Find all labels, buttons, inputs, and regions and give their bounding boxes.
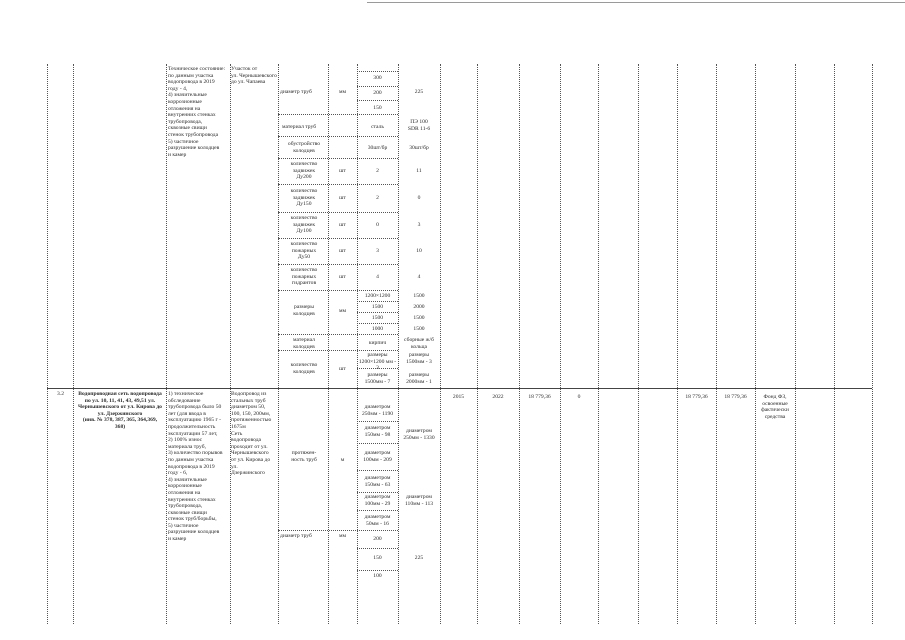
pipe-name: диаметр труб: [280, 533, 312, 539]
object-name: Водопроводная сеть водопровода по ул. 10, 11, 41, 43, 49,51 ул. Чернышевского от ул. Кирова до ул. Дзержинского (инв. № 378, 387, 365, 364,369, 368): [78, 391, 162, 430]
grid-line: [357, 301, 398, 302]
cost-value: 18 779,36: [528, 394, 551, 400]
length-value: диаметром 100мм - 209: [363, 450, 392, 463]
grid-line: [357, 312, 398, 313]
param-unit: шт: [339, 195, 346, 201]
grid-line: [477, 64, 478, 624]
pipe-unit: мм: [338, 533, 347, 539]
grid-line: [357, 443, 398, 444]
grid-line: [357, 100, 398, 101]
param-new-value: 2000: [413, 304, 425, 310]
grid-line: [357, 548, 398, 549]
param-value: 2: [376, 195, 379, 201]
param-value: кирпич: [368, 340, 387, 346]
grid-line: [357, 510, 398, 511]
grid-line: [278, 264, 398, 265]
grid-line: [716, 64, 717, 624]
param-unit: мм: [338, 89, 347, 95]
param-new-value: 225: [414, 89, 424, 95]
length-unit: м: [340, 457, 345, 463]
section1-location: Участок от ул. Чернышевского до ул. Чапаева: [231, 66, 277, 86]
pipe-value: 150: [373, 555, 382, 561]
grid-line: [73, 64, 74, 624]
grid-line: [278, 334, 398, 335]
grid-line: [834, 64, 835, 624]
year-start: 2015: [452, 394, 465, 400]
length-name: протяжен- ность труб: [291, 450, 317, 463]
length-value: диаметром 150мм - 63: [364, 475, 391, 488]
row-number: 3.2: [57, 391, 64, 397]
grid-line: [357, 570, 398, 571]
param-name: количество колодцев: [290, 362, 318, 375]
grid-line: [278, 530, 398, 531]
param-new-value: 10: [416, 248, 422, 254]
param-value: 1000: [371, 326, 384, 332]
param-new-value: 1500: [413, 326, 425, 332]
grid-line: [795, 64, 796, 624]
param-new-value: 3: [417, 222, 421, 228]
grid-line: [638, 64, 639, 624]
grid-line: [278, 158, 398, 159]
grid-line: [278, 212, 398, 213]
length-value: диаметром 250мм - 1190: [361, 404, 394, 417]
note: Фонд ФЗ, освоенные фактически средства: [761, 394, 789, 420]
grid-line: [278, 238, 398, 239]
param-name: размеры колодцев: [293, 304, 315, 317]
pipe-new-value: 225: [414, 555, 424, 561]
param-value: размеры 1200×1200 мм - 3: [358, 352, 397, 372]
param-value: 1500: [371, 315, 384, 321]
grid-line: [47, 64, 48, 624]
param-new-value: 11: [416, 168, 422, 174]
param-value: 30шт/бр: [367, 145, 388, 151]
param-new-value: 1500: [413, 315, 425, 321]
section2-location: Водопровод из стальных труб диаметром 50, 100, 150, 200мм, протяженностью 1675м Сеть водопровода проходит от ул. Чернышевского от ул. Кирова до ул. Дзержинского: [231, 391, 272, 477]
param-value: сталь: [371, 124, 384, 130]
param-name: количество задвижек Ду150: [290, 188, 318, 208]
grid-line: [357, 323, 398, 324]
param-value: 2: [376, 168, 379, 174]
grid-line: [328, 64, 329, 624]
param-name: количество задвижек Ду200: [290, 161, 318, 181]
grid-line: [278, 114, 398, 115]
length-new-value: диаметром 250мм - 1330: [403, 428, 435, 441]
param-value: размеры 1500мм - 7: [364, 372, 391, 385]
param-new-value: 4: [417, 274, 421, 280]
length-value: диаметром 150мм - 98: [364, 425, 391, 438]
param-new-value: 0: [417, 195, 421, 201]
grid-line: [440, 64, 441, 624]
param-new-value: ПЭ 100 SDR 11-6: [407, 119, 431, 132]
grid-line: [357, 86, 398, 87]
param-new-value: 30шт/бр: [409, 145, 429, 151]
param-name: материал труб: [282, 124, 317, 130]
param-unit: шт: [339, 274, 346, 280]
pipe-value: 200: [373, 536, 382, 542]
param-value: 300: [373, 75, 382, 81]
param-value: 200: [373, 90, 382, 96]
row-divider: [47, 388, 872, 389]
pipe-value: 100: [373, 573, 382, 579]
param-unit: мм: [338, 308, 347, 314]
zero-value: 0: [577, 394, 581, 400]
param-value: 0: [376, 222, 379, 228]
param-name: материал колодцев: [293, 337, 315, 350]
grid-line: [357, 492, 398, 493]
param-value: 1200×1200: [364, 293, 391, 299]
cost-value: 18 779,36: [685, 394, 708, 400]
param-unit: шт: [339, 366, 346, 372]
grid-line: [278, 184, 398, 185]
length-new-value: диаметром 110мм - 113: [404, 494, 434, 507]
param-new-value: размеры 2000мм - 1: [406, 372, 432, 385]
grid-line: [872, 64, 873, 624]
section1-description: Техническое состояние: по данным участка водопровода в 2019 году - 4, 4) значительные коррозионные отложения на внутренних стенках трубопровода, сквозные свищи стенок трубопровода 5) частичное разрушение колодцев и камер: [168, 66, 226, 158]
grid-line: [357, 470, 398, 471]
grid-line: [598, 64, 599, 624]
grid-line: [278, 64, 279, 624]
grid-line: [560, 64, 561, 624]
grid-line: [357, 421, 398, 422]
section2-description: 1) техническое обследование трубопровода было 50 лет (для ввода в эксплуатацию 1965 г - продолжительность эксплуатации 57 лет, 2) 100% износ материала труб, 3) количество порывов по данным участка водопровода в 2019 году - 6, 4) значительные коррозионные отложения на внутренних стенках трубопровода, сквозные свищи стенок труб/борьбы, 5) частичное разрушение колодцев и камер: [168, 391, 223, 543]
length-value: диаметром 50мм - 16: [364, 514, 391, 527]
param-name: количество пожарных гидрантов: [290, 267, 318, 287]
param-new-value: 1500: [413, 293, 425, 299]
grid-line: [677, 64, 678, 624]
param-unit: шт: [339, 168, 346, 174]
param-value: 150: [373, 105, 382, 111]
param-value: 3: [376, 248, 379, 254]
page-top-rule: [367, 2, 905, 3]
year-end: 2022: [492, 394, 504, 400]
grid-line: [278, 290, 398, 291]
grid-line: [230, 64, 231, 624]
param-new-value: сборные ж/б кольца: [404, 337, 434, 350]
length-value: диаметром 100мм - 29: [364, 494, 391, 507]
cost-value: 18 779,36: [724, 394, 747, 400]
grid-line: [166, 64, 167, 624]
param-unit: шт: [339, 222, 346, 228]
grid-line: [278, 136, 398, 137]
grid-line: [357, 71, 398, 72]
param-value: 4: [376, 274, 379, 280]
param-name: количество задвижек Ду100: [290, 215, 318, 235]
param-unit: шт: [339, 248, 346, 254]
grid-line: [519, 64, 520, 624]
param-name: обустройство колодцев: [287, 141, 321, 154]
param-name: диаметр труб: [280, 89, 312, 95]
param-new-value: размеры 1500мм - 3: [406, 352, 432, 365]
param-value: 1500: [371, 304, 384, 310]
grid-line: [755, 64, 756, 624]
param-name: количество пожарных Ду50: [290, 241, 318, 261]
